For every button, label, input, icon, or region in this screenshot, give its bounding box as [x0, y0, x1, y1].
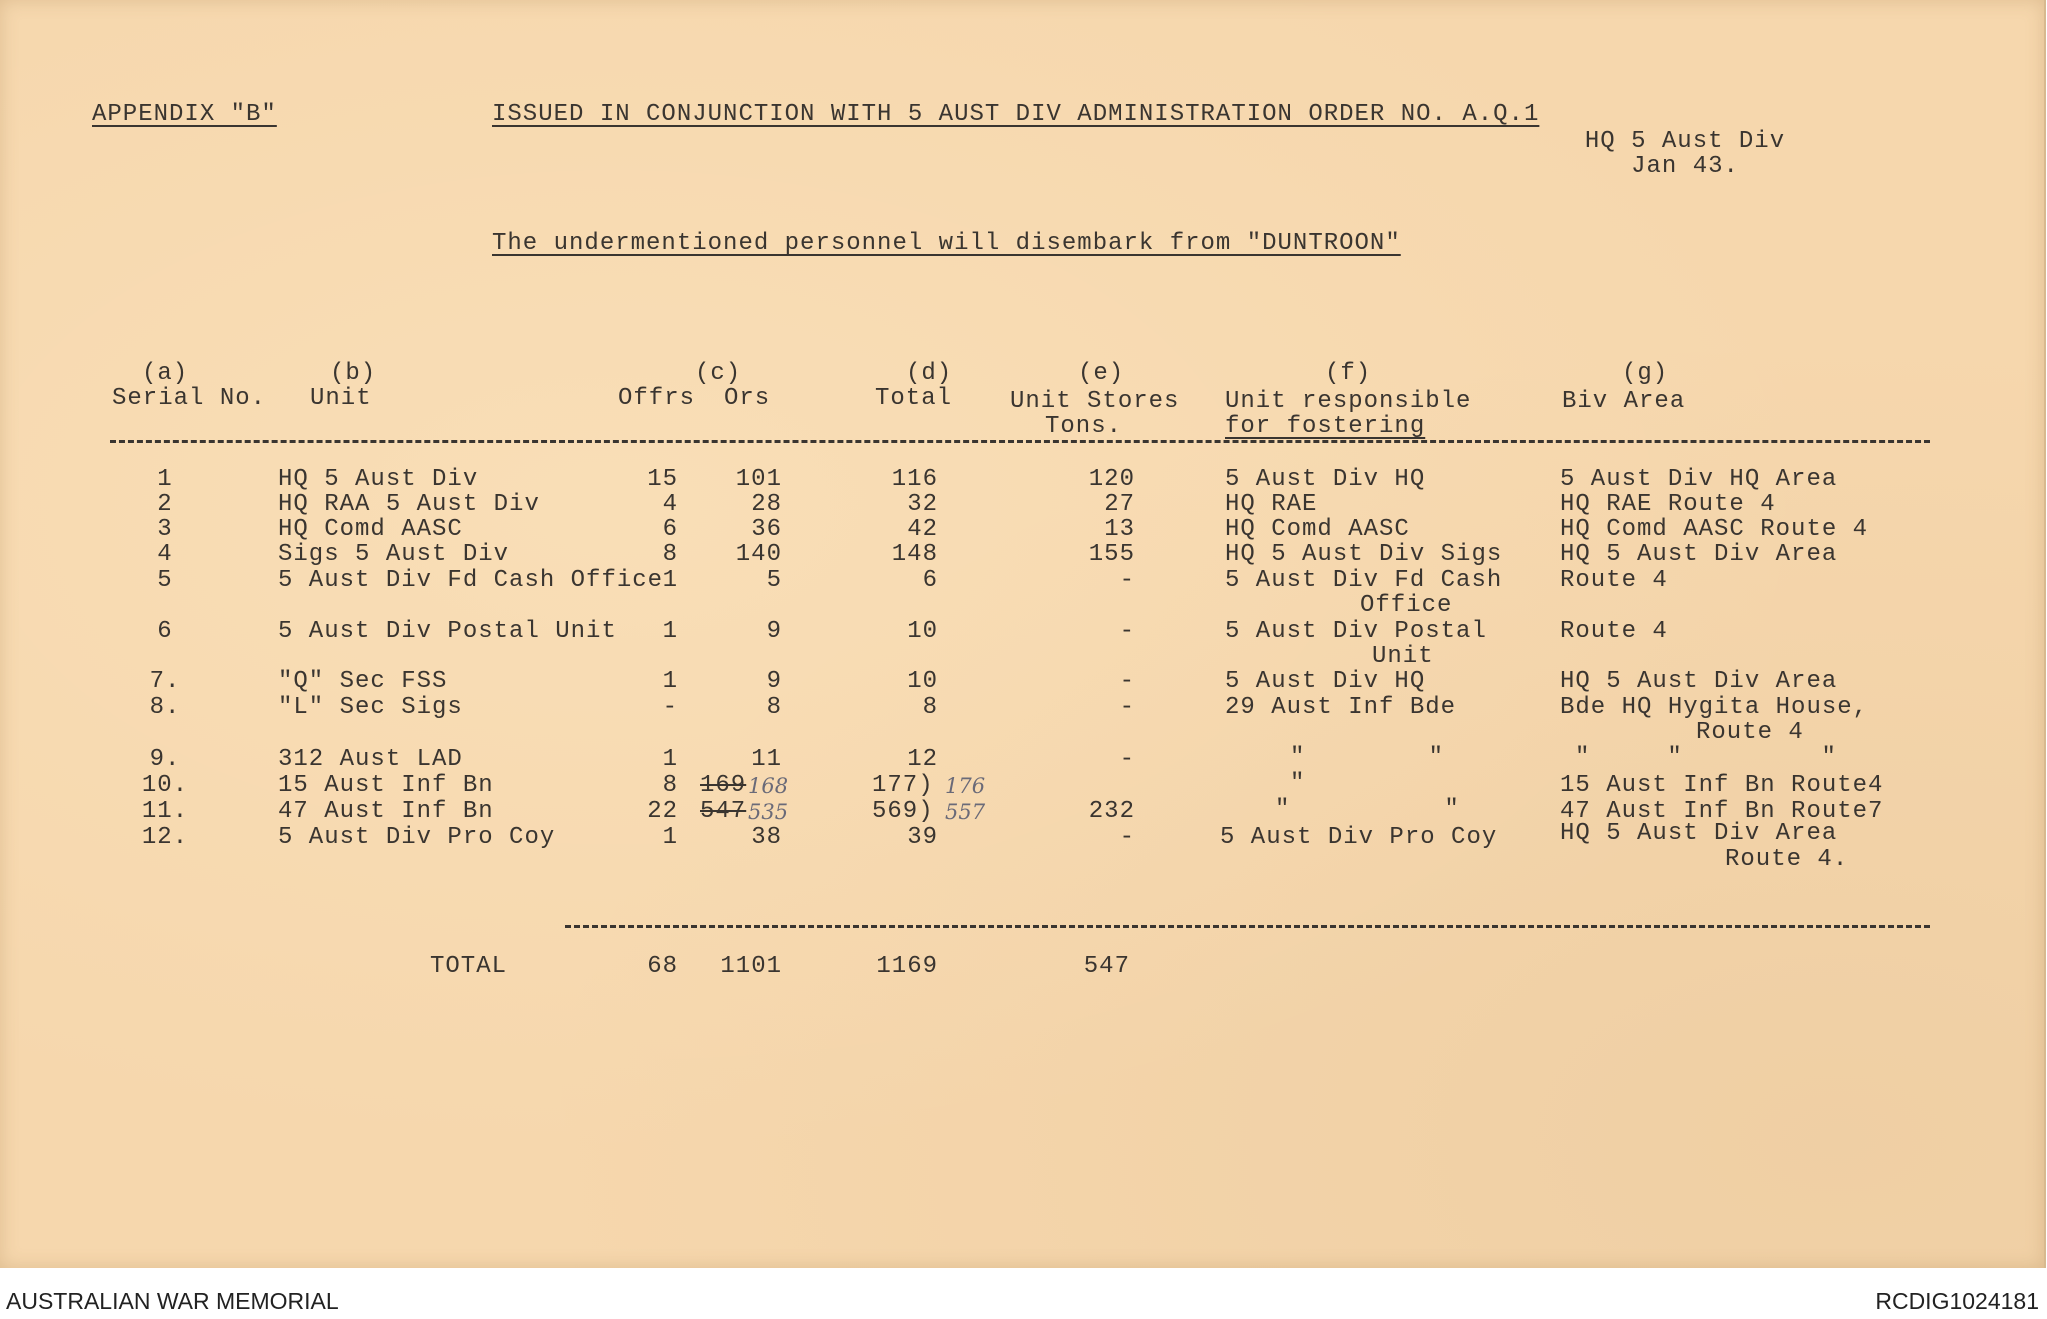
table-row-3-offrs: 6 [662, 516, 678, 543]
table-row-7-stores: - [1119, 668, 1135, 695]
header-rule [110, 440, 1930, 443]
table-row-9-ors: 11 [751, 746, 782, 773]
table-row-6-total: 10 [907, 618, 938, 645]
footer-archive-name: AUSTRALIAN WAR MEMORIAL [6, 1288, 339, 1314]
table-row-4-serial: 4 [157, 541, 173, 568]
table-row-5-serial: 5 [157, 567, 173, 594]
table-row-1-resp: 5 Aust Div HQ [1225, 466, 1426, 493]
table-row-12-unit: 5 Aust Div Pro Coy [278, 824, 556, 851]
table-row-8-resp: 29 Aust Inf Bde [1225, 694, 1457, 721]
table-row-7-resp: 5 Aust Div HQ [1225, 668, 1426, 695]
table-row-3-total: 42 [907, 516, 938, 543]
issued-heading: ISSUED IN CONJUNCTION WITH 5 AUST DIV ADMINISTRATION ORDER NO. A.Q.1 [492, 101, 1540, 128]
table-row-2-area: HQ RAE Route 4 [1560, 491, 1776, 518]
table-row-11-total: 569) [872, 798, 934, 825]
table-row-6-offrs: 1 [662, 618, 678, 645]
col-f-label2: for fostering [1225, 413, 1426, 440]
table-row-12-area: HQ 5 Aust Div Area [1560, 820, 1838, 847]
col-c-label-offrs: Offrs [618, 385, 696, 412]
table-row-5-resp-cont: Office [1360, 592, 1453, 619]
table-row-8-area-cont: Route 4 [1696, 719, 1804, 746]
col-f-letter: (f) [1325, 360, 1372, 387]
table-row-3-stores: 13 [1104, 516, 1135, 543]
col-d-label: Total [875, 385, 953, 412]
table-row-3-ors: 36 [751, 516, 782, 543]
table-row-1-area: 5 Aust Div HQ Area [1560, 466, 1838, 493]
table-row-10-ors-handwritten: 168 [748, 774, 789, 798]
table-row-7-ors: 9 [766, 668, 782, 695]
table-row-7-serial: 7. [149, 668, 181, 695]
table-row-6-stores: - [1119, 618, 1135, 645]
table-row-10-serial: 10. [141, 772, 189, 799]
table-row-9-serial: 9. [149, 746, 181, 773]
table-row-10-total: 177) [872, 772, 934, 799]
table-row-11-total-handwritten: 557 [945, 800, 986, 824]
table-row-9-resp: " " [1290, 744, 1445, 771]
table-row-11-stores: 232 [1088, 798, 1135, 825]
table-row-4-total: 148 [891, 541, 938, 568]
table-row-12-resp: 5 Aust Div Pro Coy [1220, 824, 1498, 851]
table-row-4-ors: 140 [735, 541, 782, 568]
table-row-4-stores: 155 [1088, 541, 1135, 568]
table-row-4-unit: Sigs 5 Aust Div [278, 541, 510, 568]
table-row-1-stores: 120 [1088, 466, 1135, 493]
table-row-12-serial: 12. [141, 824, 189, 851]
col-g-letter: (g) [1622, 360, 1669, 387]
table-row-7-total: 10 [907, 668, 938, 695]
table-row-7-unit: "Q" Sec FSS [278, 668, 448, 695]
subtitle: The undermentioned personnel will disembark from "DUNTROON" [492, 230, 1401, 257]
table-row-4-resp: HQ 5 Aust Div Sigs [1225, 541, 1503, 568]
table-row-10-ors: 169 [700, 772, 747, 799]
col-c-label-ors: Ors [724, 385, 771, 412]
col-a-label: Serial No. [112, 385, 267, 412]
table-row-12-offrs: 1 [662, 824, 678, 851]
col-b-letter: (b) [330, 360, 377, 387]
date-line: Jan 43. [1631, 153, 1739, 180]
col-f-label1: Unit responsible [1225, 388, 1472, 415]
table-row-8-stores: - [1119, 694, 1135, 721]
table-row-11-ors-handwritten: 535 [748, 800, 789, 824]
table-row-8-total: 8 [922, 694, 938, 721]
table-row-8-ors: 8 [766, 694, 782, 721]
table-row-5-stores: - [1119, 567, 1135, 594]
col-b-label: Unit [310, 385, 372, 412]
table-row-12-stores: - [1119, 824, 1135, 851]
table-row-11-serial: 11. [141, 798, 189, 825]
table-row-10-total-handwritten: 176 [945, 774, 986, 798]
table-row-1-ors: 101 [735, 466, 782, 493]
table-row-2-serial: 2 [157, 491, 173, 518]
table-row-8-unit: "L" Sec Sigs [278, 694, 463, 721]
table-row-9-stores: - [1119, 746, 1135, 773]
table-row-4-area: HQ 5 Aust Div Area [1560, 541, 1838, 568]
table-row-10-unit: 15 Aust Inf Bn [278, 772, 494, 799]
col-a-letter: (a) [142, 360, 189, 387]
table-row-10-offrs: 8 [662, 772, 678, 799]
table-row-9-unit: 312 Aust LAD [278, 746, 463, 773]
totals-rule [565, 925, 1930, 928]
table-row-6-resp-cont: Unit [1372, 643, 1434, 670]
table-row-6-ors: 9 [766, 618, 782, 645]
table-row-11-unit: 47 Aust Inf Bn [278, 798, 494, 825]
table-row-7-offrs: 1 [662, 668, 678, 695]
table-row-3-area: HQ Comd AASC Route 4 [1560, 516, 1869, 543]
table-row-1-serial: 1 [157, 466, 173, 493]
table-row-3-resp: HQ Comd AASC [1225, 516, 1410, 543]
table-row-2-resp: HQ RAE [1225, 491, 1318, 518]
table-row-6-unit: 5 Aust Div Postal Unit [278, 618, 617, 645]
table-row-9-area: " " " [1575, 744, 1837, 771]
table-row-4-offrs: 8 [662, 541, 678, 568]
table-row-9-offrs: 1 [662, 746, 678, 773]
table-row-1-total: 116 [891, 466, 938, 493]
table-row-2-ors: 28 [751, 491, 782, 518]
table-row-6-resp: 5 Aust Div Postal [1225, 618, 1487, 645]
table-row-9-total: 12 [907, 746, 938, 773]
footer-record-id: RCDIG1024181 [1875, 1288, 2039, 1314]
table-row-11-ors: 547 [700, 798, 747, 825]
total-label: TOTAL [430, 953, 508, 980]
table-row-7-area: HQ 5 Aust Div Area [1560, 668, 1838, 695]
col-e-label2: Tons. [1045, 413, 1123, 440]
table-row-6-serial: 6 [157, 618, 173, 645]
total-stores: 547 [1083, 953, 1130, 980]
table-row-11-offrs: 22 [647, 798, 678, 825]
table-row-5-total: 6 [922, 567, 938, 594]
table-row-11-resp: " " [1275, 796, 1460, 823]
table-row-2-offrs: 4 [662, 491, 678, 518]
table-row-5-unit: 5 Aust Div Fd Cash Office [278, 567, 664, 594]
table-row-11-area: 47 Aust Inf Bn Route7 [1560, 798, 1884, 825]
table-row-8-offrs: - [662, 694, 678, 721]
table-row-10-area: 15 Aust Inf Bn Route4 [1560, 772, 1884, 799]
total-offrs: 68 [647, 953, 678, 980]
table-row-2-unit: HQ RAA 5 Aust Div [278, 491, 540, 518]
col-c-letter: (c) [695, 360, 742, 387]
col-e-letter: (e) [1078, 360, 1125, 387]
table-row-10-resp: " [1290, 770, 1306, 797]
table-row-12-area-cont: Route 4. [1725, 846, 1849, 873]
table-row-1-unit: HQ 5 Aust Div [278, 466, 479, 493]
table-row-1-offrs: 15 [647, 466, 678, 493]
total-total: 1169 [876, 953, 938, 980]
table-row-12-ors: 38 [751, 824, 782, 851]
table-row-3-unit: HQ Comd AASC [278, 516, 463, 543]
table-row-2-total: 32 [907, 491, 938, 518]
table-row-5-resp: 5 Aust Div Fd Cash [1225, 567, 1503, 594]
table-row-5-offrs: 1 [662, 567, 678, 594]
table-row-6-area: Route 4 [1560, 618, 1668, 645]
table-row-5-area: Route 4 [1560, 567, 1668, 594]
table-row-2-stores: 27 [1104, 491, 1135, 518]
table-row-8-serial: 8. [149, 694, 181, 721]
col-d-letter: (d) [906, 360, 953, 387]
table-row-8-area: Bde HQ Hygita House, [1560, 694, 1869, 721]
appendix-heading: APPENDIX "B" [92, 101, 277, 128]
col-e-label1: Unit Stores [1010, 388, 1180, 415]
table-row-12-total: 39 [907, 824, 938, 851]
hq-line: HQ 5 Aust Div [1584, 128, 1786, 155]
table-row-5-ors: 5 [766, 567, 782, 594]
col-g-label: Biv Area [1562, 388, 1686, 415]
total-ors: 1101 [720, 953, 782, 980]
table-row-3-serial: 3 [157, 516, 173, 543]
